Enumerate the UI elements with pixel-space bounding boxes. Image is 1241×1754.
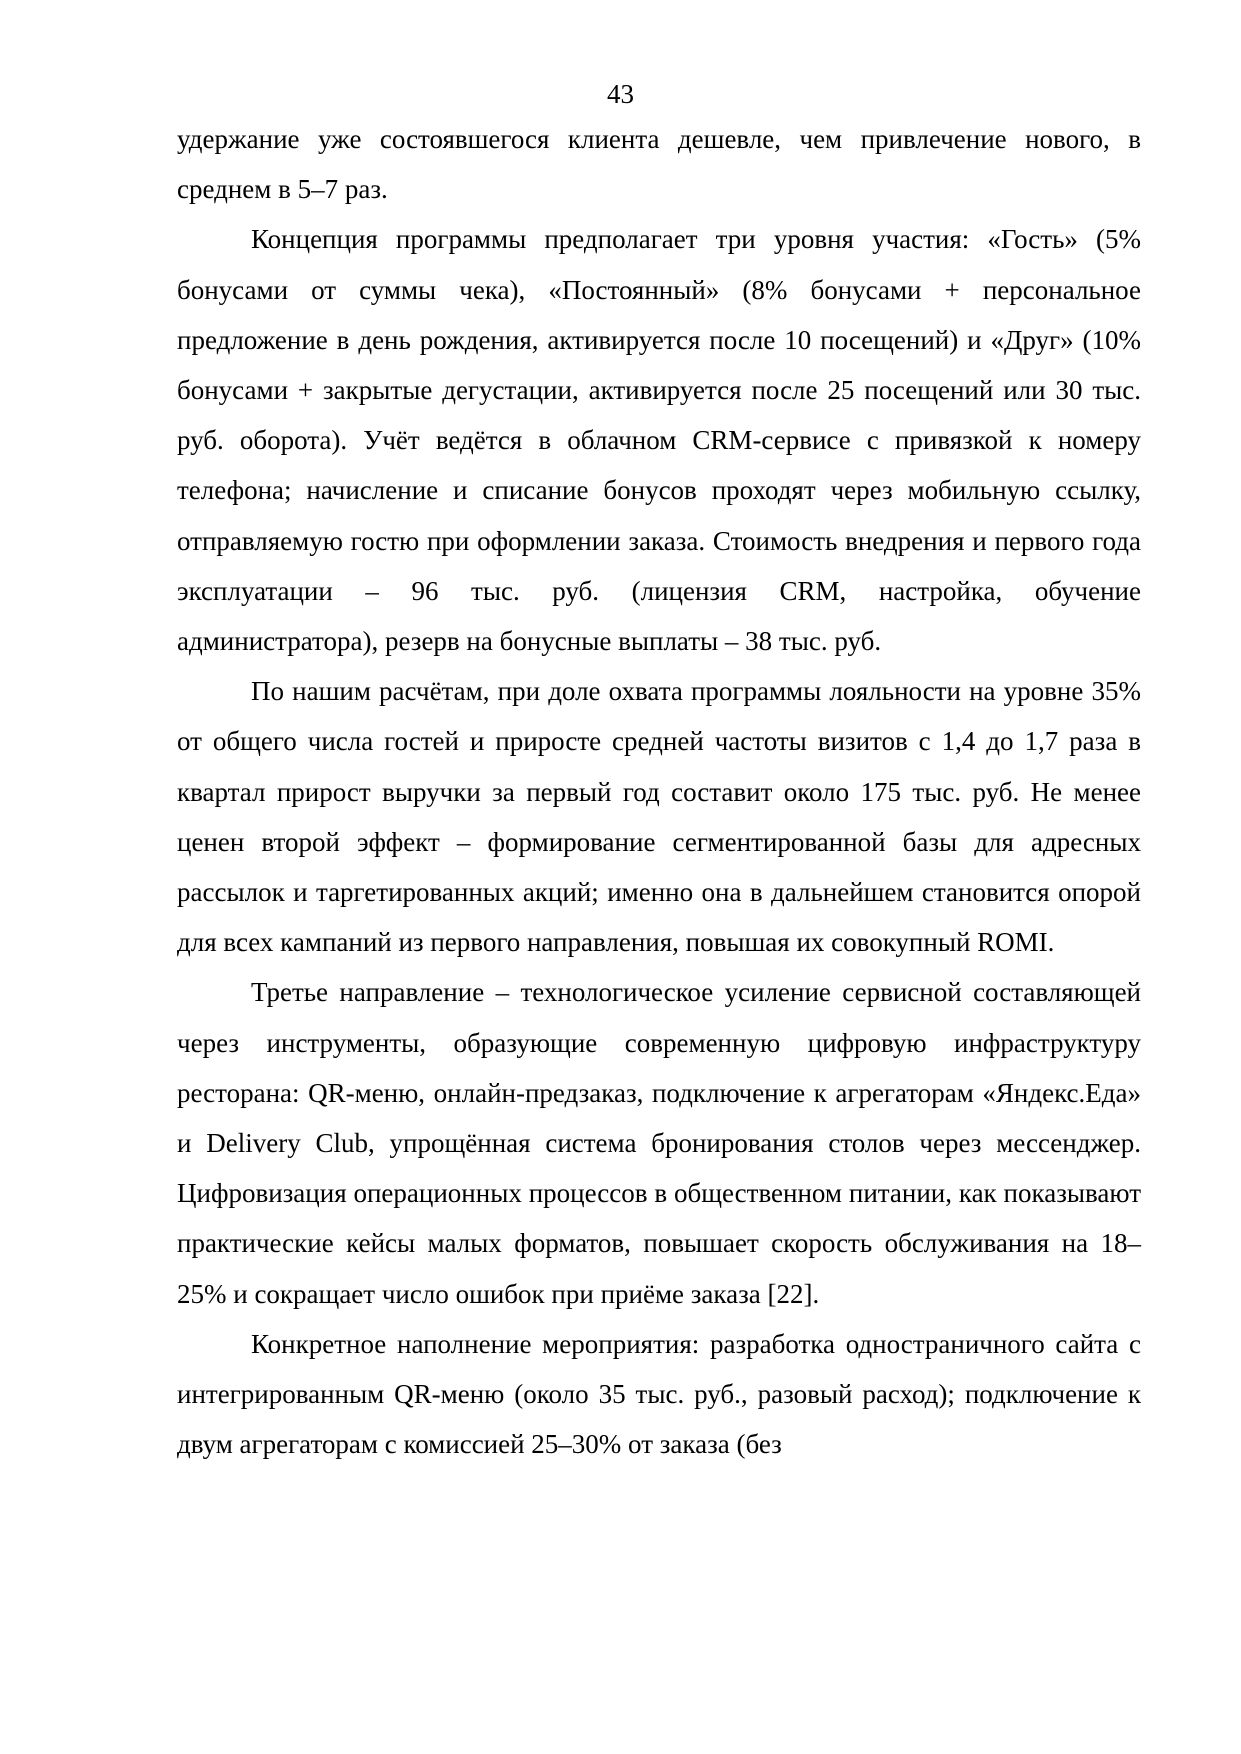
paragraph-5: Конкретное наполнение мероприятия: разработка одностраничного сайта с интегрированным QR-меню (около 35 тыс. руб., разовый расход); подключение к двум агрегаторам с комиссией 25–30% от заказа (без bbox=[177, 1328, 1141, 1460]
paragraph-4: Третье направление – технологическое усиление сервисной составляющей через инструменты, образующие современную цифровую инфраструктуру ресторана: QR-меню, онлайн-предзаказ, подключение к агрегаторам «Яндекс.Еда» и Delivery Club, упрощённая система бронирования столов через мессенджер. Цифровизация операционных процессов в общественном питании, как показывают практические кейсы малых форматов, повышает скорость обслуживания на 18–25% и сокращает число ошибок при приёме заказа [22]. bbox=[177, 977, 1141, 1309]
paragraph-1: удержание уже состоявшегося клиента дешевле, чем привлечение нового, в среднем в 5–7 раз. bbox=[177, 124, 1141, 205]
document-body bbox=[177, 114, 1141, 1469]
page-number: 43 bbox=[607, 79, 634, 109]
paragraph-2: Концепция программы предполагает три уровня участия: «Гость» (5% бонусами от суммы чека), «Постоянный» (8% бонусами + персональное предложение в день рождения, активируется после 10 посещений) и «Друг» (10% бонусами + закрытые дегустации, активируется после 25 посещений или 30 тыс. руб. оборота). Учёт ведётся в облачном CRM-сервисе с привязкой к номеру телефона; начисление и списание бонусов проходят через мобильную ссылку, отправляемую гостю при оформлении заказа. Стоимость внедрения и первого года эксплуатации – 96 тыс. руб. (лицензия CRM, настройка, обучение администратора), резерв на бонусные выплаты – 38 тыс. руб. bbox=[177, 224, 1141, 657]
paragraph-3: По нашим расчётам, при доле охвата программы лояльности на уровне 35% от общего числа гостей и приросте средней частоты визитов с 1,4 до 1,7 раза в квартал прирост выручки за первый год составит около 175 тыс. руб. Не менее ценен второй эффект – формирование сегментированной базы для адресных рассылок и таргетированных акций; именно она в дальнейшем становится опорой для всех кампаний из первого направления, повышая их совокупный ROMI. bbox=[177, 676, 1141, 958]
